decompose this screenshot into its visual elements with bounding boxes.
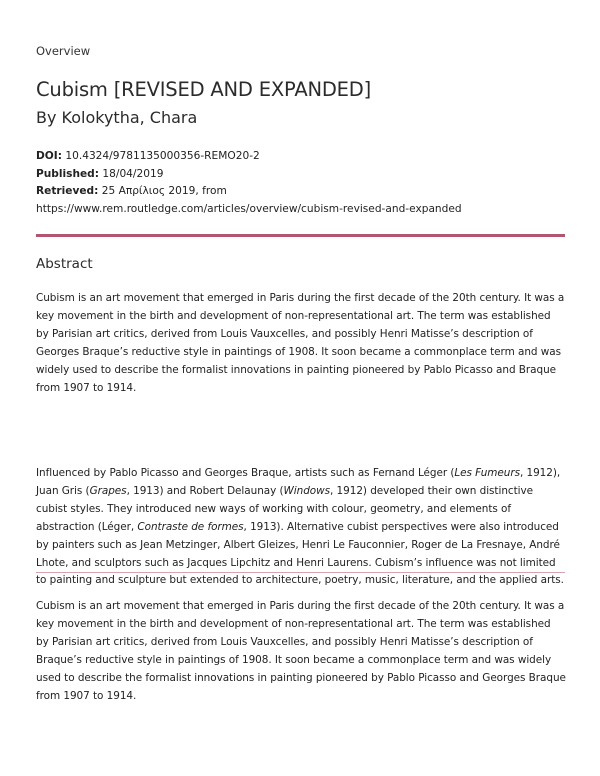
section-label: Overview [36,44,91,58]
abstract-paragraph-1: Cubism is an art movement that emerged in Paris during the first decade of the 20th century. It was a key movement in the birth and development of non-representational art. The term was established by Parisian art critics, derived from Louis Vauxcelles, and possibly Henri Matisse’s description of Georges Braque’s reductive style in paintings of 1908. It soon became a commonplace term and was widely used to describe the formalist innovations in painting pioneered by Pablo Picasso and Braque from 1907 to 1914. [36,292,565,394]
artwork-title-grapes: Grapes [89,484,127,497]
abstract-p2-text-2: , 1912), Juan Gris ( [36,467,561,497]
article-title: Cubism [REVISED AND EXPANDED] [36,78,372,101]
doi-label: DOI: [36,150,62,162]
body-paragraph-1: Cubism is an art movement that emerged in Paris during the first decade of the 20th century. It was a key movement in the birth and development of non-representational art. The term was established by Parisian art critics, derived from Louis Vauxcelles, and possibly Henri Matisse’s description of Braque’s reductive style in paintings of 1908. It soon became a commonplace term and was widely used to describe the formalist innovations in painting pioneered by Pablo Picasso and Georges Braque from 1907 to 1914. [36,600,566,702]
published-value: 18/04/2019 [102,167,164,180]
citation-meta [36,148,462,218]
retrieved-line [36,183,462,201]
retrieved-label: Retrieved: [36,185,99,197]
doi-line [36,148,462,166]
retrieved-value: 25 Απρίλιος 2019, from [101,185,227,197]
artwork-title-les-fumeurs: Les Fumeurs [454,467,520,479]
doi-value: 10.4324/9781135000356-REMO20-2 [65,150,260,162]
abstract-p2-text-1: Influenced by Pablo Picasso and Georges Braque, artists such as Fernand Léger ( [36,467,455,479]
abstract-p2-text-3: , 1913) and Robert Delaunay ( [126,484,284,497]
abstract-heading: Abstract [36,256,93,272]
author-byline: By Kolokytha, Chara [36,108,198,127]
artwork-title-contraste-de-formes: Contraste de formes [137,520,244,533]
abstract-p2-text-4: , 1912) developed their own distinctive cubist styles. They introduced new ways of working with colour, geometry, and elements of abstraction (Léger, [36,484,533,533]
header-divider [36,234,565,237]
published-line [36,166,462,184]
abstract-p2-text-5: , 1913). Alternative cubist perspectives were also introduced by painters such as Jean Metzinger, Albert Gleizes, Henri Le Fauconnier, Roger de La Fresnaye, André Lhote, and sculptors such as Jacques Lipchitz and Henri Laurens. Cubism’s influence was not limited to painting and sculpture but extended to architecture, poetry, music, literature, and the applied arts. [36,520,564,587]
published-label: Published: [36,167,100,180]
article-url: https://www.rem.routledge.com/articles/overview/cubism-revised-and-expanded [36,202,462,215]
abstract-divider [36,572,565,573]
artwork-title-windows: Windows [283,484,331,497]
